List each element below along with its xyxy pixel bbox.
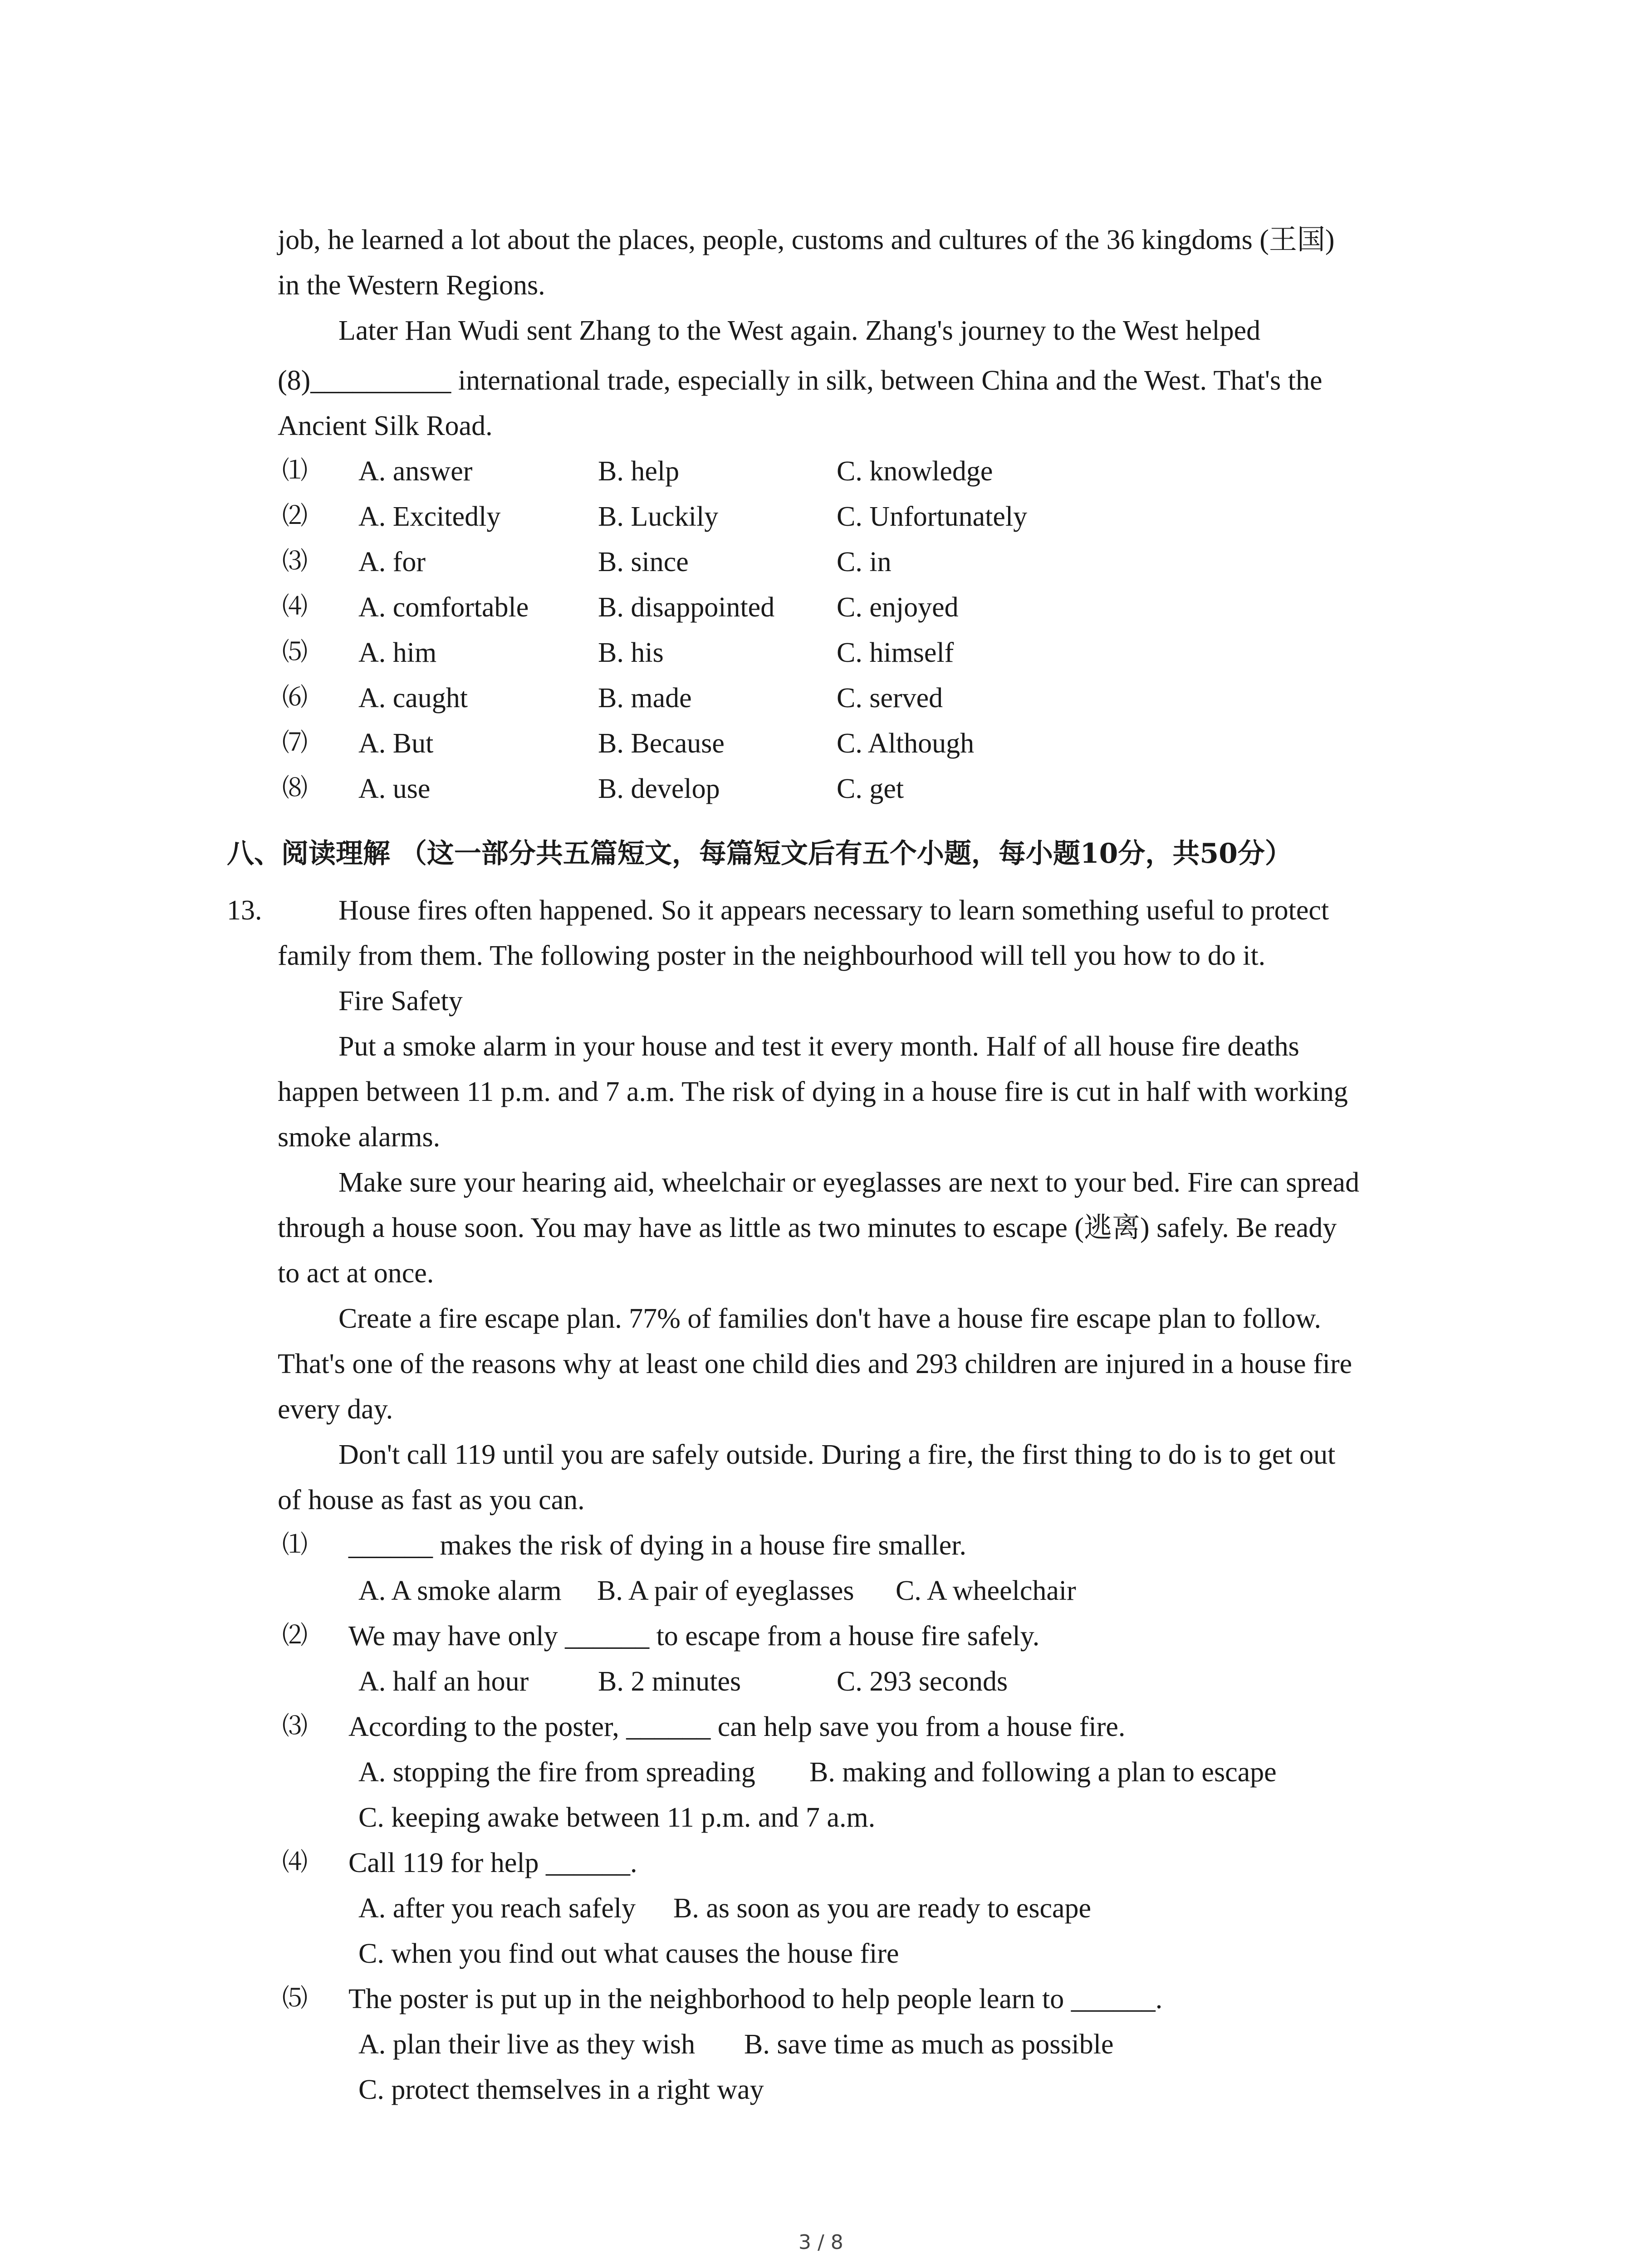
question-subnumber: ⑴ [282,1530,308,1559]
passage-line: to act at once. [278,1258,434,1289]
passage-line: through a house soon. You may have as little as two minutes to escape (逃离) safely. Be ready [278,1212,1337,1243]
answer-option: A. A smoke alarm [358,1575,562,1606]
answer-option: B. as soon as you are ready to escape [673,1893,1092,1924]
passage-line: job, he learned a lot about the places, people, customs and cultures of the 36 kingdoms (王国) [278,225,1335,255]
option-c: C. served [837,683,943,714]
option-number: ⑻ [282,773,308,803]
option-b: B. develop [598,773,720,804]
answer-option: A. half an hour [358,1666,529,1697]
page-number: 3 / 8 [798,2231,843,2254]
answer-option: B. A pair of eyeglasses [597,1575,854,1606]
passage-line: every day. [278,1394,393,1425]
question-stem: According to the poster, ______ can help save you from a house fire. [348,1711,1126,1742]
option-c: C. Although [837,728,975,759]
answer-option: C. A wheelchair [896,1575,1076,1606]
option-a: A. But [358,728,434,759]
option-a: A. Excitedly [358,501,501,532]
passage-line: of house as fast as you can. [278,1485,585,1515]
poster-title: Fire Safety [338,986,463,1017]
option-c: C. get [837,773,904,804]
option-number: ⑷ [282,592,308,621]
option-a: A. for [358,547,426,577]
option-b: B. Because [598,728,725,759]
option-number: ⑺ [282,728,308,758]
option-number: ⑵ [282,501,308,531]
passage-line: family from them. The following poster in the neighbourhood will tell you how to do it. [278,940,1266,971]
question-stem: The poster is put up in the neighborhood to help people learn to ______. [348,1984,1163,2014]
passage-line: Later Han Wudi sent Zhang to the West again. Zhang's journey to the West helped [338,315,1261,346]
option-a: A. him [358,637,437,668]
option-a: A. use [358,773,431,804]
question-subnumber: ⑶ [282,1711,308,1741]
passage-line: happen between 11 p.m. and 7 a.m. The risk of dying in a house fire is cut in half with working [278,1076,1348,1107]
option-a: A. answer [358,456,473,487]
answer-option: C. protect themselves in a right way [358,2074,764,2105]
answer-option: A. after you reach safely [358,1893,636,1924]
question-subnumber: ⑸ [282,1984,308,2013]
option-b: B. help [598,456,680,487]
option-number: ⑹ [282,683,308,712]
option-b: B. Luckily [598,501,719,532]
option-c: C. in [837,547,892,577]
passage-line: Don't call 119 until you are safely outside. During a fire, the first thing to do is to get out [338,1439,1336,1470]
passage-line: smoke alarms. [278,1122,441,1153]
answer-option: B. making and following a plan to escape [809,1757,1277,1788]
option-number: ⑴ [282,456,308,485]
answer-option: A. plan their live as they wish [358,2029,696,2060]
passage-line: Ancient Silk Road. [278,411,493,441]
option-b: B. since [598,547,689,577]
option-c: C. himself [837,637,954,668]
question-stem: Call 119 for help ______. [348,1848,637,1878]
passage-line: That's one of the reasons why at least one child dies and 293 children are injured in a house fire [278,1349,1352,1379]
option-b: B. made [598,683,692,714]
question-stem: We may have only ______ to escape from a house fire safely. [348,1621,1040,1652]
option-number: ⑶ [282,547,308,576]
passage-line: House fires often happened. So it appears necessary to learn something useful to protect [338,895,1329,926]
answer-option: A. stopping the fire from spreading [358,1757,755,1788]
question-stem: ______ makes the risk of dying in a house fire smaller. [348,1530,967,1561]
option-b: B. disappointed [598,592,775,623]
option-number: ⑸ [282,637,308,667]
question-number: 13. [227,895,262,926]
option-a: A. comfortable [358,592,529,623]
option-c: C. knowledge [837,456,993,487]
answer-option: C. 293 seconds [837,1666,1008,1697]
option-b: B. his [598,637,664,668]
passage-line: in the Western Regions. [278,270,545,301]
answer-option: C. when you find out what causes the house fire [358,1938,899,1969]
passage-line: (8)__________ international trade, especially in silk, between China and the West. That's the [278,365,1323,396]
option-c: C. Unfortunately [837,501,1028,532]
option-a: A. caught [358,683,468,714]
passage-line: Put a smoke alarm in your house and test it every month. Half of all house fire deaths [338,1031,1299,1062]
question-subnumber: ⑷ [282,1848,308,1877]
question-subnumber: ⑵ [282,1621,308,1650]
section-heading: 八、阅读理解 （这一部分共五篇短文，每篇短文后有五个小题，每小题10分，共50分） [227,838,1292,870]
answer-option: B. 2 minutes [598,1666,741,1697]
passage-line: Make sure your hearing aid, wheelchair or eyeglasses are next to your bed. Fire can spread [338,1167,1360,1198]
option-c: C. enjoyed [837,592,959,623]
answer-option: B. save time as much as possible [744,2029,1114,2060]
answer-option: C. keeping awake between 11 p.m. and 7 a.m. [358,1802,876,1833]
passage-line: Create a fire escape plan. 77% of families don't have a house fire escape plan to follow. [338,1303,1321,1334]
